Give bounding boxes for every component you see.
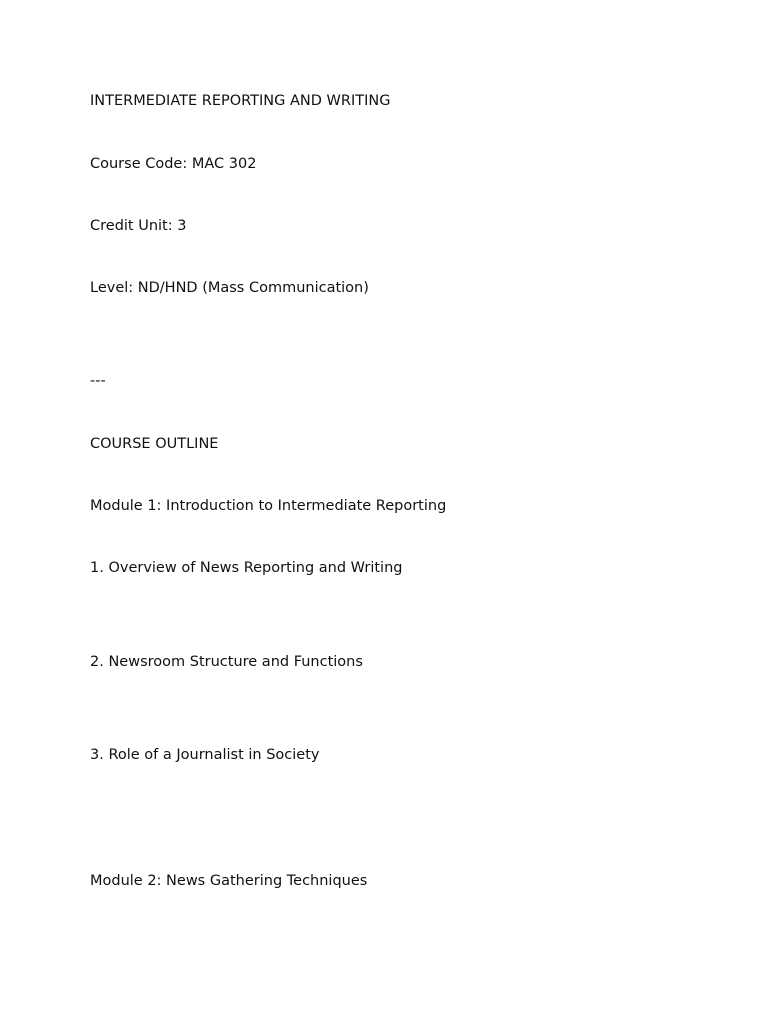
module-item: 1. Overview of News Reporting and Writing [90, 560, 403, 576]
course-title: INTERMEDIATE REPORTING AND WRITING [90, 93, 391, 109]
credit-unit: Credit Unit: 3 [90, 218, 187, 234]
module-heading: Module 2: News Gathering Techniques [90, 873, 368, 889]
course-code: Course Code: MAC 302 [90, 156, 257, 172]
module-heading: Module 1: Introduction to Intermediate Reporting [90, 498, 447, 514]
module-item: 2. Newsroom Structure and Functions [90, 654, 363, 670]
section-separator: --- [90, 373, 106, 389]
outline-heading: COURSE OUTLINE [90, 436, 219, 452]
module-item: 3. Role of a Journalist in Society [90, 747, 320, 763]
course-level: Level: ND/HND (Mass Communication) [90, 280, 369, 296]
